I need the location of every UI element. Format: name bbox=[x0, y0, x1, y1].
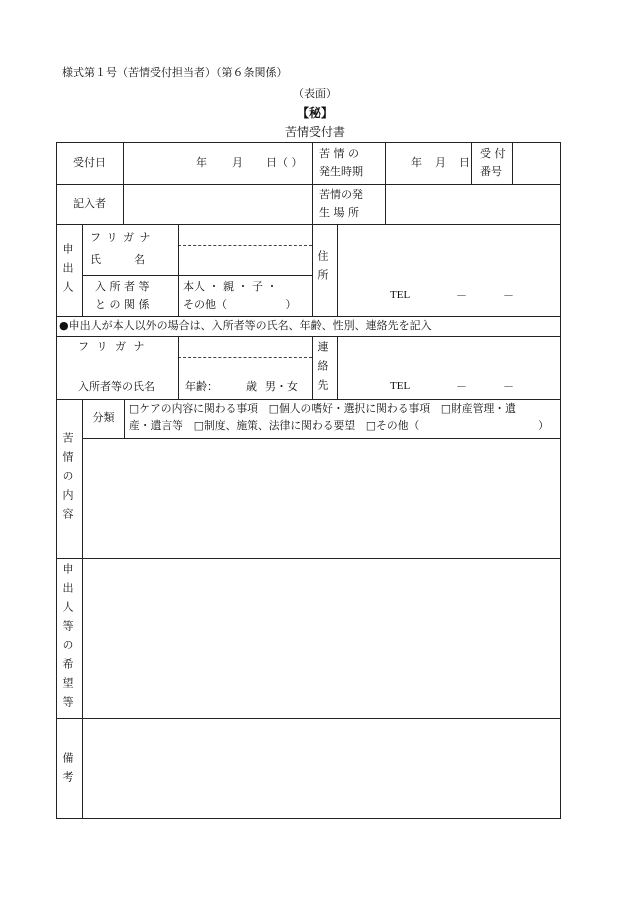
recorder-label: 記入者 bbox=[73, 197, 106, 210]
reception-date-label: 受付日 bbox=[73, 156, 106, 169]
occurrence-year-label: 年 bbox=[411, 156, 422, 169]
applicant-tel-dash-2: － bbox=[503, 289, 514, 302]
reception-number-label-1: 受 付 bbox=[480, 147, 506, 160]
applicant-name-field[interactable] bbox=[179, 246, 311, 274]
resident-gender-select[interactable]: 男・女 bbox=[265, 380, 298, 393]
reception-day-label: 日（ ） bbox=[266, 156, 303, 169]
applicant-address-field[interactable] bbox=[338, 225, 559, 280]
resident-contact-label: 連絡先 bbox=[316, 341, 329, 398]
notice-text: ●申出人が本人以外の場合は、入所者等の氏名、年齢、性別、連絡先を記入 bbox=[59, 319, 432, 332]
remarks-section-label: 備考 bbox=[61, 752, 74, 790]
applicant-address-label: 住所 bbox=[316, 250, 329, 288]
resident-furigana-field[interactable] bbox=[179, 337, 311, 356]
wishes-section-label: 申出人等の希望等 bbox=[61, 563, 74, 715]
occurrence-month-label: 月 bbox=[435, 156, 446, 169]
resident-age-field[interactable] bbox=[215, 376, 241, 394]
resident-name-label: 入所者等の氏名 bbox=[78, 380, 155, 393]
resident-furigana-label: フ リ ガ ナ bbox=[78, 340, 147, 353]
resident-tel-dash-1: － bbox=[456, 380, 467, 393]
occurrence-time-field[interactable] bbox=[386, 143, 470, 184]
complaint-content-field[interactable] bbox=[83, 439, 559, 557]
applicant-section-label: 申出人 bbox=[61, 243, 74, 300]
resident-tel-dash-2: － bbox=[503, 380, 514, 393]
reception-year-label: 年 bbox=[196, 156, 207, 169]
occurrence-place-label-2: 生 場 所 bbox=[319, 206, 359, 219]
occurrence-place-field[interactable] bbox=[386, 185, 559, 224]
reception-month-label: 月 bbox=[232, 156, 243, 169]
category-label: 分類 bbox=[92, 411, 115, 424]
resident-contact-field[interactable] bbox=[338, 337, 559, 377]
reception-number-label-2: 番号 bbox=[480, 165, 502, 178]
secret-mark: 【秘】 bbox=[296, 106, 333, 120]
occurrence-place-label-1: 苦情の発 bbox=[319, 188, 363, 201]
page-title: 苦情受付書 bbox=[284, 125, 345, 139]
form-number: 様式第１号（苦情受付担当者）（第６条関係） bbox=[62, 66, 288, 79]
occurrence-time-label-2: 発生時期 bbox=[319, 165, 363, 178]
applicant-name-label: 氏 名 bbox=[90, 253, 145, 266]
applicant-furigana-label: フ リ ガ ナ bbox=[90, 231, 152, 244]
category-options-line-1[interactable]: □ケアの内容に関わる事項 □個人の嗜好・選択に関わる事項 □財産管理・遺 bbox=[129, 402, 516, 415]
remarks-field[interactable] bbox=[83, 719, 559, 817]
applicant-relation-options[interactable]: 本人 ・ 親 ・ 子 ・ bbox=[183, 280, 278, 293]
category-options-line-2[interactable]: 産・遺言等 □制度、施策、法律に関わる要望 □その他（ ） bbox=[129, 419, 549, 432]
applicant-relation-label-1: 入 所 者 等 bbox=[95, 280, 150, 293]
reception-date-field[interactable] bbox=[124, 143, 311, 184]
occurrence-time-label-1: 苦 情 の bbox=[319, 147, 359, 160]
wishes-field[interactable] bbox=[83, 559, 559, 717]
form-side: （表面） bbox=[293, 87, 337, 100]
applicant-furigana-field[interactable] bbox=[179, 225, 311, 244]
applicant-tel-dash-1: － bbox=[456, 289, 467, 302]
recorder-field[interactable] bbox=[124, 185, 311, 224]
applicant-relation-label-2: と の 関 係 bbox=[95, 298, 150, 311]
resident-age-label: 年齢： bbox=[185, 380, 218, 393]
applicant-tel-label: TEL bbox=[390, 289, 411, 301]
reception-number-field[interactable] bbox=[513, 143, 559, 184]
complaint-section-label: 苦情の内容 bbox=[61, 432, 74, 527]
resident-age-unit: 歳 bbox=[246, 380, 257, 393]
resident-tel-label: TEL bbox=[390, 380, 411, 392]
applicant-relation-other[interactable]: その他（ ） bbox=[183, 298, 297, 311]
occurrence-day-label: 日 bbox=[459, 156, 470, 169]
